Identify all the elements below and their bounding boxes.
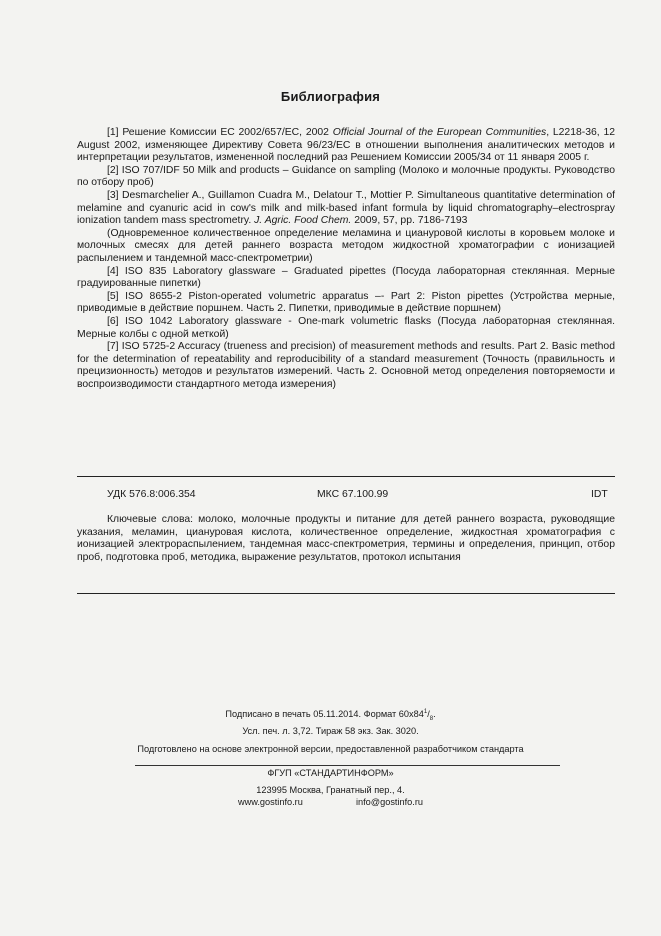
bibliography-entry-5: [5] ISO 8655-2 Piston-operated volumetric apparatus –- Part 2: Piston pipettes (Устройства мерные, приводимые в действие поршнем. Часть 2. Пипетки, приводимые в действие поршнем) [77, 290, 615, 315]
keywords-section [77, 514, 615, 564]
bibliography-entry-3: [3] Desmarchelier A., Guillamon Cuadra M., Delatour T., Mottier P. Simultaneous quantitative determination of melamine and cyanuric acid in cow's milk and milk-based infant formula by liquid chromatography–electrospray ionization tandem mass spectrometry. J. Agric. Food Chem. 2009, 57, pp. 7186-7193 [77, 189, 615, 227]
bibliography-entry-2: [2] ISO 707/IDF 50 Milk and products – Guidance on sampling (Молоко и молочные продукты. Руководство по отбору проб) [77, 164, 615, 189]
print-details: Усл. печ. л. 3,72. Тираж 58 экз. Зак. 3020. [242, 725, 419, 736]
divider-bottom [77, 593, 615, 594]
page-title: Библиография [280, 89, 381, 104]
udk-code: УДК 576.8:006.354 [107, 489, 196, 500]
signed-line: Подписано в печать 05.11.2014. Формат $60x84^1/_8$. [225, 709, 436, 722]
divider-top [77, 476, 615, 477]
publisher-web-line [0, 796, 661, 808]
email-link[interactable]: info@gostinfo.ru [355, 797, 424, 807]
bibliography-entry-3-translation: (Одновременное количественное определение меламина и циануровой кислоты в коровьем молоке и молочных смесях для детей раннего возраста методом жидкостной хроматографии с ионизацией распылением и тандемной масс-спектрометрии) [77, 227, 615, 264]
mks-code: МКС 67.100.99 [317, 489, 389, 500]
imprint-divider [135, 765, 560, 766]
bibliography-list [77, 127, 615, 391]
bibliography-entry-1: [1] Решение Комиссии ЕС 2002/657/ЕС, 2002 Official Journal of the European Communities, L2218-36, 12 August 2002, изменяющее Директиву Совета 96/23/ЕС в отношении выполнения аналитических методов и интерпретации результатов, измененной последний раз Решением Комиссии 2005/34 от 11 января 2005 г. [77, 127, 615, 164]
bibliography-entry-7: [7] ISO 5725-2 Accuracy (trueness and precision) of measurement methods and results. Part 2. Basic method for the determination of repeatability and reproducibility of a standard measurement (Точность (правильность и прецизионность) методов и результатов измерений. Часть 2. Основной метод определения повторяемости и воспроизводимости стандартного метода измерения) [77, 341, 615, 390]
prepared-note: Подготовлено на основе электронной версии, предоставленной разработчиком стандарта [137, 744, 524, 754]
publisher-contacts [0, 784, 661, 808]
website-link[interactable]: www.gostinfo.ru [237, 797, 303, 807]
keywords-text: Ключевые слова: молоко, молочные продукты и питание для детей раннего возраста, руководящие указания, меламин, циануровая кислота, количественное определение, жидкостная хроматография с ионизацией электрораспылением, тандемная масс-спектрометрия, термины и определения, принцип, отбор проб, подготовка проб, методика, выражение результатов, протокол испытания [77, 514, 615, 563]
imprint-block [0, 706, 661, 737]
publisher-address: 123995 Москва, Гранатный пер., 4. [256, 785, 405, 795]
bibliography-entry-6: [6] ISO 1042 Laboratory glassware - One-mark volumetric flasks (Посуда лабораторная стеклянная. Мерные колбы с одной меткой) [77, 315, 615, 340]
publisher-name: ФГУП «СТАНДАРТИНФОРМ» [267, 768, 394, 778]
bibliography-entry-4: [4] ISO 835 Laboratory glassware – Graduated pipettes (Посуда лабораторная стеклянная. Мерные градуированные пипетки) [77, 265, 615, 290]
idt-code: IDT [591, 489, 608, 500]
